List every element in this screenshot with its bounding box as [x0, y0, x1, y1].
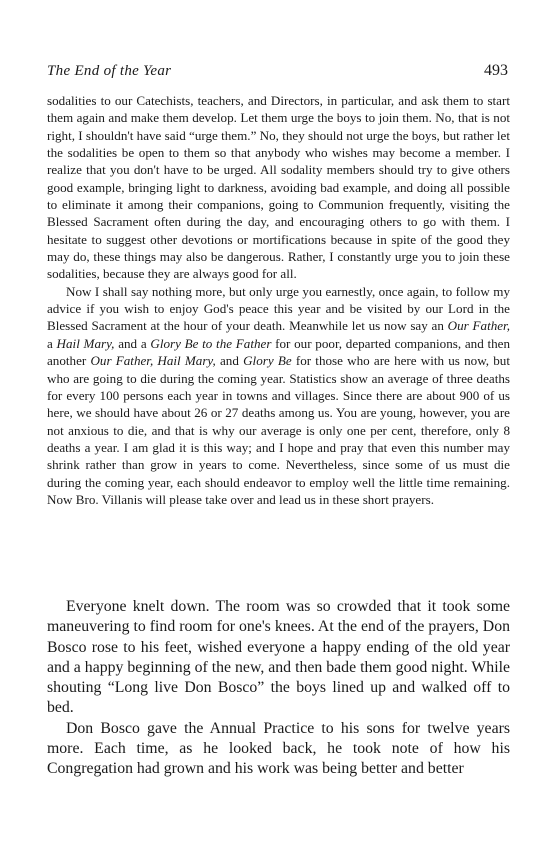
speech-p2-text-f: for those who are here with us now, but who are going to die during the coming year. Statistics show an average of three deaths for every 100 persons each year in towns and villages. Since there are about 900 of us here, we should have about 26 or 27 deaths among us. You are young, however, you are not anxious to die, and that is why our average is only one per cent, therefore, only 8 deaths a year. I am glad it is this way; and I hope and pray that even this number may shrink rather than grow in years to come. Nevertheless, since some of us must die during the coming year, each should endeavor to employ well the little time remaining. Now Bro. Villanis will please take over and lead us in these short prayers.: [47, 353, 510, 507]
running-title: The End of the Year: [47, 63, 172, 79]
narrative-paragraph-1: Everyone knelt down. The room was so crowded that it took some maneuvering to find room for one's knees. At the end of the prayers, Don Bosco rose to his feet, wished everyone a happy ending of the old year and a happy beginning of the new, and then bade them good night. While shouting “Long live Don Bosco” the boys lined up and walked off to bed.: [47, 598, 510, 717]
speech-p1-text: sodalities to our Catechists, teachers, and Directors, in particular, and ask them to start them again and make them develop. Let them urge the boys to join them. No, that is not right, I shouldn't have said “urge them.” No, they should not urge the boys, but rather let the sodalities be open to them so that anybody who wishes may become a member. I realize that you don't have to be urged. All sodality members should try to give others good example, bringing light to darkness, avoiding bad example, and doing all possible to eliminate it among their companions, going to Communion frequently, visiting the Blessed Sacrament often during the day, and encouraging others to go with them. I hesitate to suggest other devotions or mortifications because in spite of the good they may do, these things may also be dangerous. Rather, I constantly urge you to join these sodalities, because they are always good for all.: [47, 93, 510, 282]
speech-p2-text-b: a: [47, 335, 57, 351]
running-header: [47, 62, 508, 84]
speech-paragraph-1: [47, 92, 510, 283]
speech-p2-text-e: and: [215, 353, 244, 369]
prayer-title-our-father: Our Father,: [447, 318, 510, 334]
narrative-text: [47, 597, 510, 780]
speech-p2-text-d: for our poor, departed companions, and then another: [47, 335, 511, 369]
speech-paragraph-2: [47, 283, 510, 508]
prayer-title-glory-be: Glory Be: [243, 353, 292, 369]
prayer-title-hail-mary: Hail Mary,: [56, 335, 115, 351]
prayer-title-glory-be-full: Glory Be to the Father: [150, 335, 272, 351]
speech-p2-text-c: and a: [114, 335, 151, 351]
speech-p2-text-a: Now I shall say nothing more, but only urge you earnestly, once again, to follow my advice if you wish to enjoy God's peace this year and be visited by our Lord in the Blessed Sacrament at the hour of your death. Meanwhile let us now say an: [47, 283, 510, 334]
quoted-speech: [47, 92, 510, 508]
narrative-paragraph-2: Don Bosco gave the Annual Practice to his sons for twelve years more. Each time, as he looked back, he took note of how his Congregation had grown and his work was being better and better: [47, 719, 510, 778]
prayer-title-our-father-hail-mary: Our Father, Hail Mary,: [90, 353, 216, 369]
page-number: 493: [484, 62, 508, 79]
